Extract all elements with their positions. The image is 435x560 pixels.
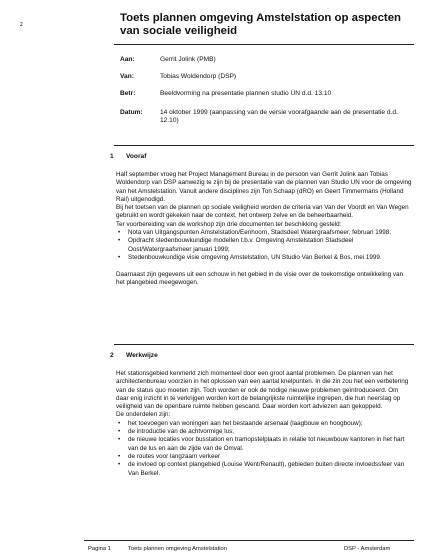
section-2-paragraph: De onderdelen zijn:: [116, 411, 171, 419]
section-2-paragraph: Het stationsgebied kenmerkt zich momenteel door een groot aantal problemen. De plannen van het architectenbureau voorzien in het oplossen van een aantal knelpunten. In die zin zou het een verbetering van de status quo moeten zijn. Toch worden er ook de nodige nieuwe problemen geïntroduceerd. Om daar enig inzicht in te verkrijgen worden kort de belangrijkste ruimtelijke ingrepen, die hun neerslag op veiligheid van de openbare ruimte hebben gescand. Daar worden kort adviezen aan gekoppeld.: [116, 370, 409, 411]
section-1-document-list: [116, 229, 412, 262]
section-2-components-list: [116, 420, 412, 478]
document-title: Toets plannen omgeving Amstelstation op aspecten van sociale veiligheid: [120, 12, 402, 37]
list-item: • Nota van Uitgangspunten Amstelstation/Eenhoorn, Stadsdeel Watergraafsmeer, februari 1998;: [116, 229, 412, 237]
meta-label-van: Van:: [120, 73, 134, 80]
section-1-body: [116, 171, 412, 287]
footer-organisation: DSP - Amsterdam: [344, 546, 391, 552]
list-item: • de nieuwe locaties voor busstation en tramopstelplaats in relatie tot nieuwbouw kantoren in het hart van de lus en aan de zijde van de Omval.: [116, 436, 412, 453]
footer-page-number: Pagina 1: [88, 546, 111, 552]
section-1-title: Vooraf: [126, 153, 147, 160]
section-1-rule: [114, 145, 414, 146]
list-item: • het toevoegen van woningen aan het bestaande arsenaal (laagbouw en hoogbouw);: [116, 420, 412, 428]
section-1-number: 1: [110, 153, 114, 160]
list-item: • de invloed op context plangebied (Louise Went/Renault), gebieden buiten directe invloedssfeer van Van Berkel.: [116, 461, 412, 478]
meta-value-aan: Gerrit Jolink (PMB): [160, 56, 216, 63]
section-2-rule: [114, 344, 414, 345]
list-item: • Opdracht stedenbouwkundige modellen t.b.v. Omgeving Amstelstation Stadsdeel Oost/Watergraafsmeer januari 1999;: [116, 237, 412, 254]
section-2-title: Werkwijze: [126, 352, 158, 359]
meta-label-datum: Datum:: [120, 109, 143, 116]
meta-label-aan: Aan:: [120, 56, 135, 63]
footer-document-title: Toets plannen omgeving Amstelstation: [128, 546, 227, 552]
meta-label-betr: Betr:: [120, 90, 136, 97]
section-1-paragraph: Ter voorbereiding van de workshop zijn drie documenten ter beschikking gesteld:: [116, 220, 342, 228]
section-1-paragraph: Half september vroeg het Project Management Bureau in de persoon van Gerrit Jolink aan Tobias Woldendorp van DSP aanwezig te zijn bij de presentatie van de plannen van Studio UN voor de omgeving van het Amstelstation. Vanuit andere disciplines zijn Ton Schaap (dRO) en Geert Timmermans (Holland Rail) uitgenodigd.: [116, 171, 412, 203]
list-item: • Stedenbouwkundige visie omgeving Amstelstation, UN Studio Van Berkel & Bos, mei 1999.: [116, 254, 412, 262]
footer-rule: [84, 540, 414, 541]
section-2-number: 2: [110, 352, 114, 359]
page-marker: z: [20, 22, 23, 28]
title-rule: [114, 44, 414, 45]
meta-value-van: Tobias Woldendorp (DSP): [160, 73, 237, 80]
section-1-closing: Daarnaast zijn gegevens uit een schouw in het gebied in de visie over de toekomstige ontwikkeling van het plangebied meegewogen.: [116, 270, 404, 286]
section-1-paragraph: Bij het toetsen van de plannen op sociale veiligheid worden de criteria van Van der Voordt en Van Wegen gebruikt en wordt gekeken naar de context, het ontwerp zelve en de beheerbaarheid.: [116, 204, 409, 220]
list-item: • de routes voor langzaam verkeer: [116, 453, 412, 461]
meta-value-datum: 14 oktober 1999 (aanpassing van de versie voorafgaande aan de presentatie d.d. 12.10): [160, 109, 398, 125]
list-item: • de introductie van de achtvormige lus;: [116, 428, 412, 436]
meta-value-betr: Beeldvorming na presentatie plannen studio UN d.d. 13.10: [160, 90, 332, 97]
section-2-body: [116, 370, 412, 478]
